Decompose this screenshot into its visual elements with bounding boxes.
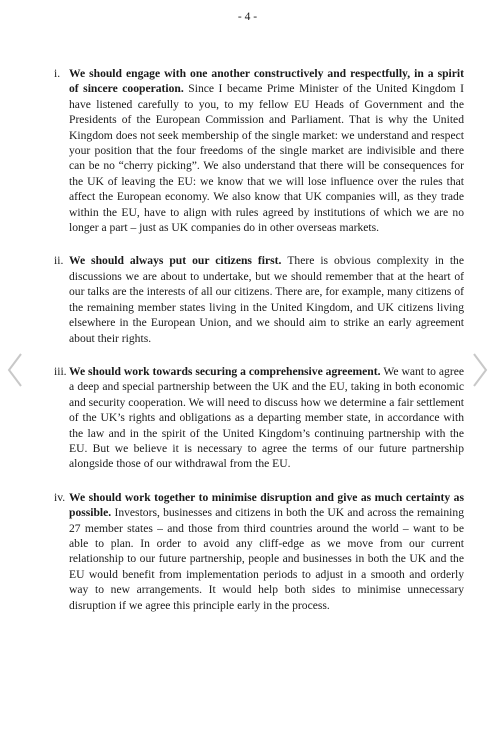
item-heading: We should always put our citizens first. [69, 254, 288, 268]
item-heading: We should engage with one another constructively and respectfully, in a spirit of sincere cooperation. [69, 67, 464, 96]
item-numeral: iii. [54, 364, 67, 378]
chevron-left-icon [6, 352, 24, 388]
item-numeral: iv. [54, 490, 66, 504]
previous-page-button[interactable] [6, 352, 24, 388]
principles-list [54, 66, 464, 631]
item-body: There is obvious complexity in the discussions we are about to undertake, but we should remember that at the heart of our talks are the interests of all our citizens. There are, for example, many citizens of the remaining member states living in the United Kingdom, and UK citizens living elsewhere in the European Union, and we should aim to strike an early agreement about their rights. [69, 254, 464, 345]
item-body: Investors, businesses and citizens in both the UK and across the remaining 27 member states – and those from third countries around the world – want to be able to plan. In order to avoid any cliff-edge as we move from our current relationship to our future partnership, people and businesses in both the UK and the EU would benefit from implementation periods to adjust in a smooth and orderly way to new arrangements. It would help both sides to minimise unnecessary disruption if we agree this principle early in the process. [69, 506, 464, 612]
next-page-button[interactable] [471, 352, 489, 388]
list-item [54, 490, 464, 613]
page-number: - 4 - [237, 11, 258, 23]
item-numeral: ii. [54, 254, 64, 268]
chevron-right-icon [471, 352, 489, 388]
list-item [54, 66, 464, 235]
list-item [54, 364, 464, 472]
item-numeral: i. [54, 67, 61, 80]
list-item [54, 253, 464, 345]
item-body: We want to agree a deep and special partnership between the UK and the EU, taking in both economic and security cooperation. We will need to discuss how we determine a fair settlement of the UK’s rights and obligations as a departing member state, in accordance with the law and in the spirit of the United Kingdom’s continuing partnership with the EU. But we believe it is necessary to agree the terms of our future partnership alongside those of our withdrawal from the EU. [69, 364, 464, 471]
item-heading: We should work towards securing a comprehensive agreement. [69, 364, 384, 378]
item-body: Since I became Prime Minister of the United Kingdom I have listened carefully to you, to my fellow EU Heads of Government and the Presidents of the European Commission and Parliament. That is why the United Kingdom does not seek membership of the single market: we understand and respect your position that the four freedoms of the single market are indivisible and there can be no “cherry picking”. We also understand that there will be consequences for the UK of leaving the EU: we know that we will lose influence over the rules that affect the European economy. We also know that UK companies will, as they trade within the EU, have to align with rules agreed by institutions of which we are no longer a part – just as UK companies do in other overseas markets. [69, 82, 464, 235]
item-heading: We should work together to minimise disruption and give as much certainty as possible. [69, 490, 464, 520]
